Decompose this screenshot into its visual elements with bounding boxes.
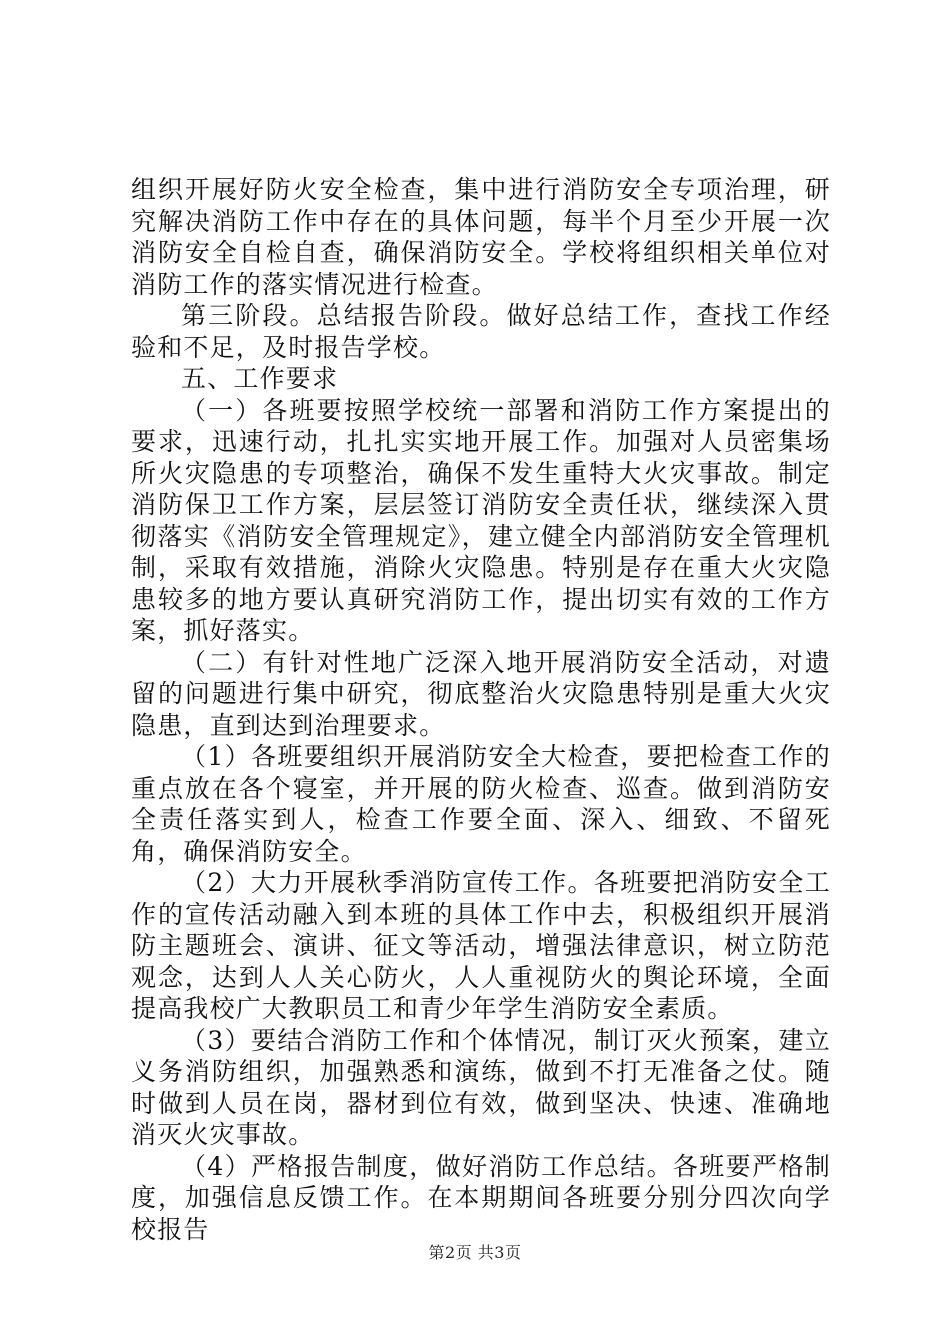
paragraph-item-2: （2）大力开展秋季消防宣传工作。各班要把消防安全工作的宣传活动融入到本班的具体工作中去，积极组织开展消防主题班会、演讲、征文等活动，增强法律意识，树立防范观念，达到人人关心防火，人人重视防火的舆论环境，全面提高我校广大教职员工和青少年学生消防安全素质。: [131, 868, 831, 1023]
paragraph-item-1: （1）各班要组织开展消防安全大检查，要把检查工作的重点放在各个寝室，并开展的防火检查、巡查。做到消防安全责任落实到人，检查工作要全面、深入、细致、不留死角，确保消防安全。: [131, 742, 831, 866]
section-heading-requirements: 五、工作要求: [181, 364, 339, 393]
page-number-footer: 第2页 共3页: [428, 1243, 522, 1262]
paragraph-requirement-one: （一）各班要按照学校统一部署和消防工作方案提出的要求，迅速行动，扎扎实实地开展工作。加强对人员密集场所火灾隐患的专项整治，确保不发生重特大火灾事故。制定消防保卫工作方案，层层签订消防安全责任状，继续深入贯彻落实《消防安全管理规定》，建立健全内部消防安全管理机制，采取有效措施，消除火灾隐患。特别是存在重大火灾隐患较多的地方要认真研究消防工作，提出切实有效的工作方案，抓好落实。: [131, 395, 831, 645]
document-body: [131, 174, 831, 1245]
paragraph-item-3: （3）要结合消防工作和个体情况，制订灭火预案，建立义务消防组织，加强熟悉和演练，做到不打无准备之仗。随时做到人员在岗，器材到位有效，做到坚决、快速、准确地消灭火灾事故。: [131, 1025, 831, 1149]
paragraph-item-4: （4）严格报告制度，做好消防工作总结。各班要严格制度，加强信息反馈工作。在本期期间各班要分别分四次向学校报告: [131, 1151, 831, 1244]
paragraph-phase-three: 第三阶段。总结报告阶段。做好总结工作，查找工作经验和不足，及时报告学校。: [131, 301, 831, 362]
paragraph-continued: 组织开展好防火安全检查，集中进行消防安全专项治理，研究解决消防工作中存在的具体问题，每半个月至少开展一次消防安全自检自查，确保消防安全。学校将组织相关单位对消防工作的落实情况进行检查。: [131, 175, 831, 299]
paragraph-requirement-two: （二）有针对性地广泛深入地开展消防安全活动，对遗留的问题进行集中研究，彻底整治火灾隐患特别是重大火灾隐患，直到达到治理要求。: [131, 647, 831, 740]
